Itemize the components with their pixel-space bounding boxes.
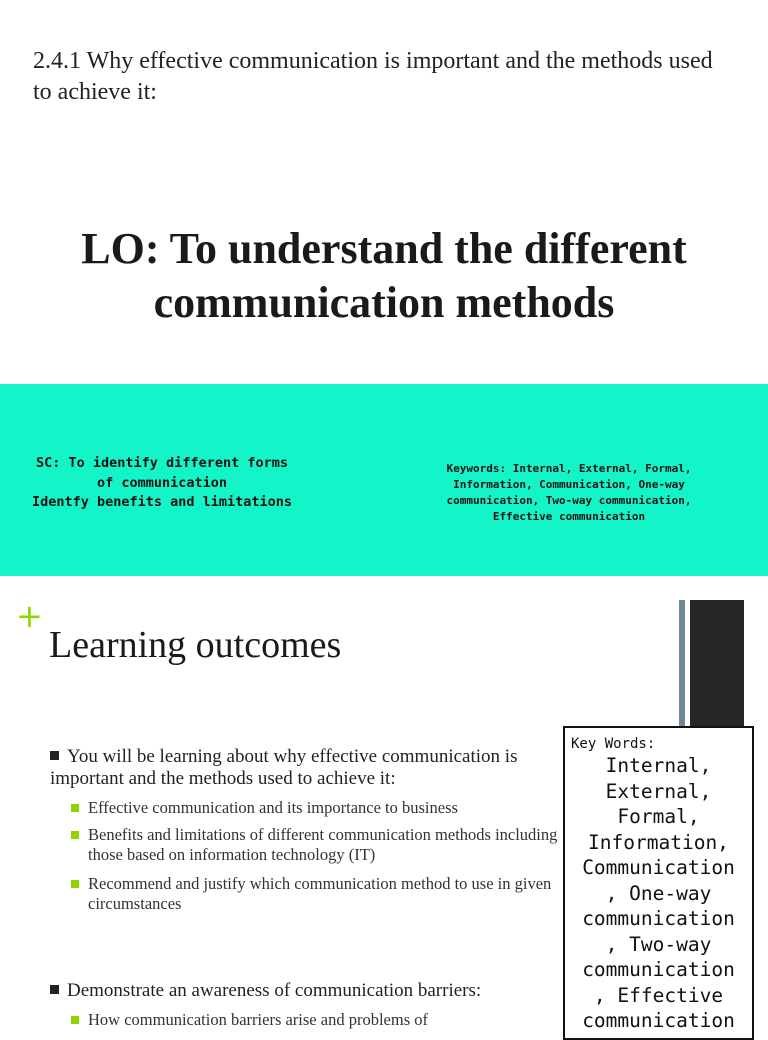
green-square-bullet-icon [71,804,79,812]
sub-bullet-text: Effective communication and its importance to business [88,798,458,817]
sub-bullet-text: Recommend and justify which communication method to use in given circumstances [88,874,552,913]
sc-line: Identfy benefits and limitations [31,494,293,510]
keywords-line: Information, Communication, One-way [453,478,685,491]
key-words-list [565,753,752,1034]
keywords-text [420,461,718,525]
key-word: Formal, [617,805,700,828]
square-bullet-icon [50,985,59,994]
sub-bullet-text: Benefits and limitations of different communication methods including those based on information technology (IT) [88,825,558,864]
sub-bullet-text: How communication barriers arise and problems of [88,1010,428,1029]
keywords-line: communication, Two-way communication, [446,494,692,507]
accent-bar-dark [690,600,744,733]
section-subtitle: 2.4.1 Why effective communication is important and the methods used to achieve it: [33,48,713,105]
square-bullet-icon [50,751,59,760]
key-word: , Two-way [605,932,712,956]
key-word: communication [582,907,735,930]
sc-line: of communication [96,474,228,491]
green-square-bullet-icon [71,880,79,888]
key-words-title: Key Words: [571,736,656,752]
key-word: , One-way [605,881,712,905]
bullet-item [50,746,570,790]
plus-icon: + [16,597,43,635]
sc-line: SC: To identify different forms [36,455,288,471]
key-word: External, [605,779,712,803]
key-word: Internal, [605,754,712,777]
green-square-bullet-icon [71,831,79,839]
bullet-text: You will be learning about why effective communication is important and the methods used to achieve it: [50,746,518,789]
learning-outcomes-heading: Learning outcomes [49,624,342,666]
accent-bar-grey [679,600,685,733]
success-criteria-text [6,454,318,513]
key-word: Information, [588,830,729,854]
key-word: communication [582,958,735,981]
green-square-bullet-icon [71,1016,79,1024]
learning-objective-title: LO: To understand the different communication methods [81,224,687,327]
bullet-item [50,980,570,1002]
key-words-box [563,726,754,1040]
key-word: communication [582,1009,735,1032]
keywords-line: Effective communication [492,510,646,523]
bullet-text: Demonstrate an awareness of communication barriers: [67,980,482,1001]
key-word: Communication [582,856,735,879]
keywords-line: Keywords: Internal, External, Formal, [446,462,692,475]
key-word: , Effective [593,983,724,1007]
